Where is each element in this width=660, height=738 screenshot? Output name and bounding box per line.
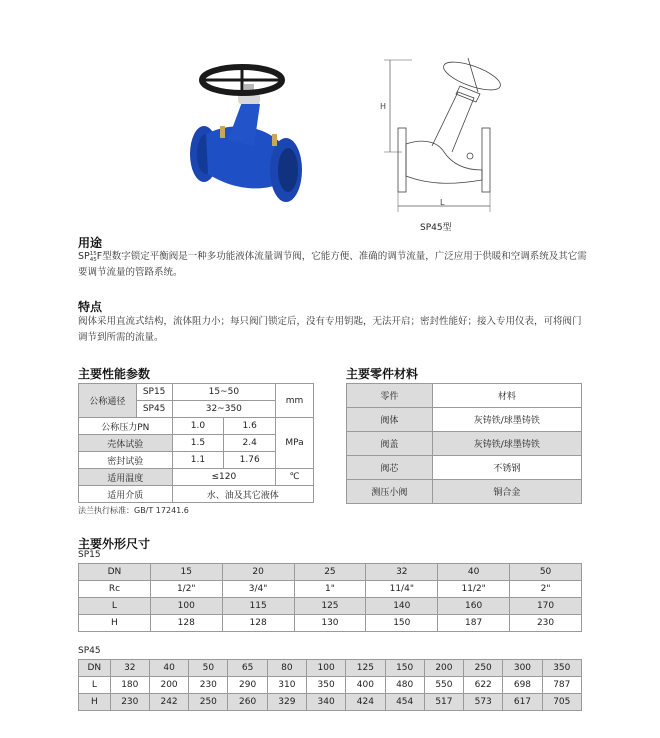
table-cell: 698 <box>503 677 542 694</box>
dim-h-label: H <box>380 102 387 111</box>
table-cell: 310 <box>267 677 306 694</box>
params-pressure-a: 1.0 <box>172 418 224 435</box>
features-title: 特点 <box>78 300 103 314</box>
table-cell: 787 <box>542 677 581 694</box>
materials-value: 灰铸铁/球墨铸铁 <box>432 408 581 432</box>
valve-photo <box>180 62 310 212</box>
table-cell: 260 <box>228 694 267 711</box>
dimensions-sp45-label: SP45 <box>78 646 101 656</box>
table-cell: 517 <box>424 694 463 711</box>
dim-l-label: L <box>440 198 445 207</box>
params-sp45: SP45 <box>136 401 172 418</box>
table-cell: 125 <box>346 660 385 677</box>
technical-drawing <box>372 52 512 220</box>
materials-title: 主要零件材料 <box>346 367 419 381</box>
table-cell: 115 <box>222 598 294 615</box>
table-cell: 480 <box>385 677 424 694</box>
dimensions-sp15-label: SP15 <box>78 550 101 560</box>
materials-value: 铜合金 <box>432 480 581 504</box>
params-table <box>78 383 314 503</box>
table-cell: 400 <box>346 677 385 694</box>
params-nominal-dia: 公称通径 <box>79 384 137 418</box>
table-cell: 125 <box>294 598 366 615</box>
table-cell: 573 <box>464 694 503 711</box>
materials-part: 阀体 <box>347 408 433 432</box>
table-cell: 180 <box>110 677 149 694</box>
params-shell-b: 2.4 <box>224 435 276 452</box>
table-cell: 230 <box>189 677 228 694</box>
table-cell: 128 <box>222 615 294 632</box>
usage-sub: 45 <box>89 256 97 263</box>
materials-part: 阀盖 <box>347 432 433 456</box>
table-cell: 3/4" <box>222 581 294 598</box>
table-cell: 150 <box>385 660 424 677</box>
table-cell: 130 <box>294 615 366 632</box>
usage-title: 用途 <box>78 236 103 250</box>
table-cell: 250 <box>189 694 228 711</box>
table-cell: 200 <box>149 677 188 694</box>
materials-part: 阀芯 <box>347 456 433 480</box>
table-cell: 11/4" <box>366 581 438 598</box>
table-row <box>79 598 582 615</box>
materials-header-part: 零件 <box>347 384 433 408</box>
table-cell: 40 <box>149 660 188 677</box>
params-pressure: 公称压力PN <box>79 418 173 435</box>
table-cell: 40 <box>438 564 510 581</box>
table-cell: 140 <box>366 598 438 615</box>
row-label: Rc <box>79 581 151 598</box>
table-cell: 128 <box>150 615 222 632</box>
table-cell: 622 <box>464 677 503 694</box>
table-cell: 1/2" <box>150 581 222 598</box>
usage-lead: SP <box>78 251 90 262</box>
table-cell: 100 <box>307 660 346 677</box>
table-cell: 80 <box>267 660 306 677</box>
drawing-label: SP45型 <box>420 223 452 233</box>
table-cell: 20 <box>222 564 294 581</box>
materials-table <box>346 383 582 504</box>
table-cell: 11/2" <box>438 581 510 598</box>
table-cell: 2" <box>510 581 582 598</box>
table-row <box>79 581 582 598</box>
row-label: DN <box>79 564 151 581</box>
usage-paragraph <box>78 249 588 281</box>
table-cell: 250 <box>464 660 503 677</box>
params-medium: 适用介质 <box>79 486 173 503</box>
row-label: DN <box>79 660 111 677</box>
params-temp-unit: ℃ <box>276 469 314 486</box>
table-cell: 290 <box>228 677 267 694</box>
table-cell: 424 <box>346 694 385 711</box>
materials-value: 灰铸铁/球墨铸铁 <box>432 432 581 456</box>
dimensions-title: 主要外形尺寸 <box>78 537 151 551</box>
params-title: 主要性能参数 <box>78 367 151 381</box>
params-seal: 密封试验 <box>79 452 173 469</box>
usage-sup: 15 <box>89 250 97 257</box>
table-cell: 32 <box>366 564 438 581</box>
table-cell: 187 <box>438 615 510 632</box>
features-text: 阀体采用直流式结构，流体阻力小；每只阀门锁定后，没有专用钥匙，无法开启；密封性能好；接入专用仪表，可将阀门调节到所需的流量。 <box>78 316 582 343</box>
table-cell: 350 <box>542 660 581 677</box>
table-row <box>79 615 582 632</box>
flange-note: 法兰执行标准：GB/T 17241.6 <box>78 506 189 515</box>
table-cell: 100 <box>150 598 222 615</box>
materials-header-material: 材料 <box>432 384 581 408</box>
table-cell: 160 <box>438 598 510 615</box>
table-cell: 230 <box>510 615 582 632</box>
table-cell: 15 <box>150 564 222 581</box>
params-sp15-val: 15~50 <box>172 384 276 401</box>
table-cell: 617 <box>503 694 542 711</box>
params-sp15: SP15 <box>136 384 172 401</box>
params-temp-val: ≤120 <box>172 469 276 486</box>
params-pressure-b: 1.6 <box>224 418 276 435</box>
table-cell: 300 <box>503 660 542 677</box>
table-cell: 242 <box>149 694 188 711</box>
params-mm: mm <box>276 384 314 418</box>
table-cell: 170 <box>510 598 582 615</box>
table-cell: 340 <box>307 694 346 711</box>
table-cell: 705 <box>542 694 581 711</box>
table-row <box>79 660 582 677</box>
table-row <box>79 694 582 711</box>
params-seal-a: 1.1 <box>172 452 224 469</box>
params-medium-val: 水、油及其它液体 <box>172 486 313 503</box>
table-cell: 25 <box>294 564 366 581</box>
usage-text: F型数字锁定平衡阀是一种多功能液体流量调节阀，它能方便、准确的调节流量，广泛应用于供暖和空调系统及其它需要调节流量的管路系统。 <box>78 251 587 278</box>
table-cell: 1" <box>294 581 366 598</box>
row-label: L <box>79 677 111 694</box>
table-cell: 550 <box>424 677 463 694</box>
table-cell: 32 <box>110 660 149 677</box>
table-cell: 350 <box>307 677 346 694</box>
params-seal-b: 1.76 <box>224 452 276 469</box>
row-label: H <box>79 615 151 632</box>
params-sp45-val: 32~350 <box>172 401 276 418</box>
params-shell: 壳体试验 <box>79 435 173 452</box>
table-row <box>79 564 582 581</box>
dimensions-sp45-table <box>78 659 582 711</box>
table-cell: 230 <box>110 694 149 711</box>
materials-value: 不锈钢 <box>432 456 581 480</box>
table-cell: 50 <box>510 564 582 581</box>
table-cell: 329 <box>267 694 306 711</box>
table-cell: 200 <box>424 660 463 677</box>
table-cell: 65 <box>228 660 267 677</box>
params-mpa: MPa <box>276 418 314 469</box>
table-cell: 150 <box>366 615 438 632</box>
row-label: H <box>79 694 111 711</box>
table-cell: 50 <box>189 660 228 677</box>
params-temp: 适用温度 <box>79 469 173 486</box>
row-label: L <box>79 598 151 615</box>
table-row <box>79 677 582 694</box>
drawing-handwheel <box>440 56 503 95</box>
table-cell: 454 <box>385 694 424 711</box>
materials-part: 测压小阀 <box>347 480 433 504</box>
params-shell-a: 1.5 <box>172 435 224 452</box>
dimensions-sp15-table <box>78 563 582 632</box>
